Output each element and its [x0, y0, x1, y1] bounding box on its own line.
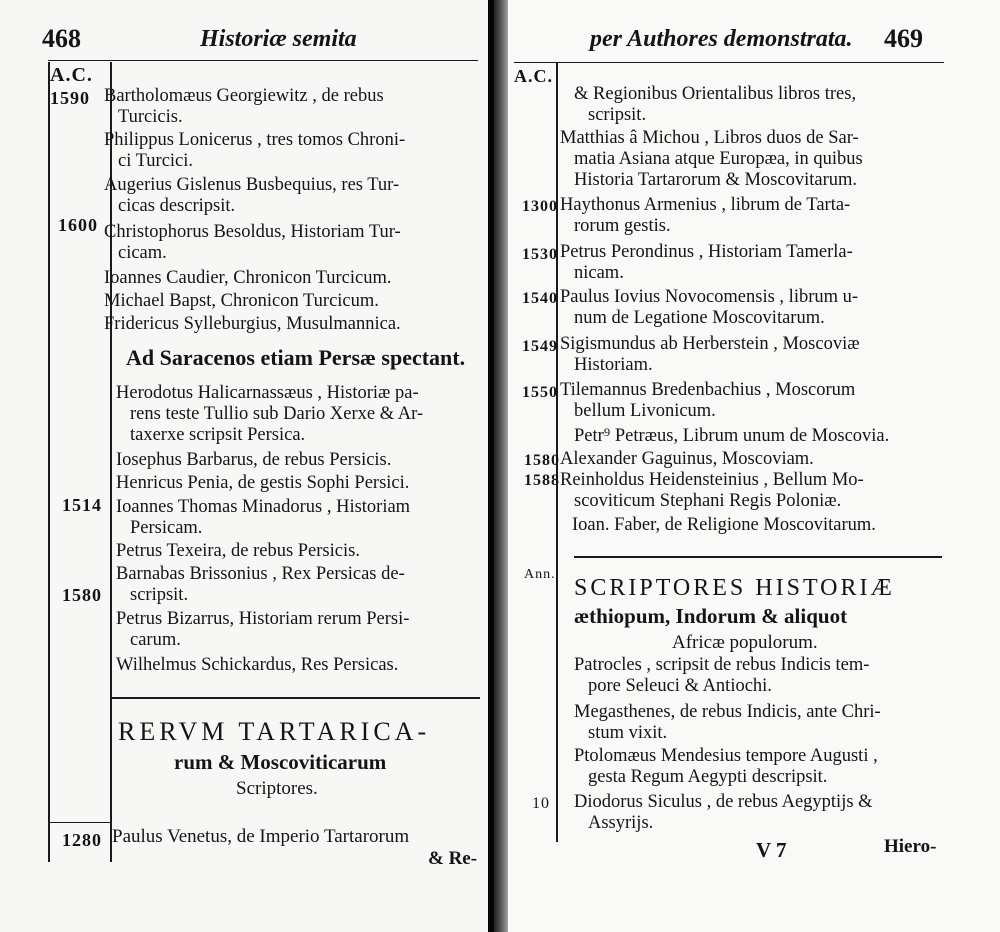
- list-item: Ioannes Thomas Minadorus , Historiam Persicam.: [116, 497, 411, 538]
- section-rule: [574, 556, 942, 558]
- year-1280: 1280: [62, 830, 102, 850]
- list-item: Barnabas Brissonius , Rex Persicas de- scripsit.: [116, 564, 405, 605]
- section-rule: [112, 697, 480, 699]
- right-page: [508, 0, 1000, 932]
- list-item: Wilhelmus Schickardus, Res Persicas.: [116, 655, 399, 675]
- running-header: per Authores demonstrata.: [590, 26, 853, 52]
- list-item: Reinholdus Heidensteinius , Bellum Mo- scoviticum Stephani Regis Poloniæ.: [560, 470, 864, 511]
- running-header: Historiæ semita: [200, 26, 357, 52]
- section-heading-line-3: Scriptores.: [236, 778, 318, 799]
- list-item: Matthias â Michou , Libros duos de Sar- matia Asiana atque Europæa, in quibus Historia Tartarorum & Moscovitarum.: [560, 128, 863, 190]
- page-number: 469: [884, 24, 923, 53]
- catchword: Hiero-: [884, 836, 937, 857]
- list-item: Ioan. Faber, de Religione Moscovitarum.: [572, 515, 876, 535]
- list-item: Philippus Lonicerus , tres tomos Chroni- ci Turcici.: [104, 130, 406, 171]
- list-item: Christophorus Besoldus, Historiam Tur- cicam.: [104, 222, 401, 263]
- year-1590: 1590: [50, 88, 90, 108]
- year-10: 10: [532, 795, 550, 812]
- list-item: Augerius Gislenus Busbequius, res Tur- cicas descripsit.: [104, 175, 400, 216]
- list-item: Petrus Texeira, de rebus Persicis.: [116, 541, 360, 561]
- list-item: Patrocles , scripsit de rebus Indicis tem- pore Seleuci & Antiochi.: [574, 655, 870, 696]
- margin-label: A.C.: [50, 64, 93, 86]
- section-heading-line-3: Africæ populorum.: [672, 632, 818, 653]
- list-item: Ptolomæus Mendesius tempore Augusti , gesta Regum Aegypti descripsit.: [574, 746, 878, 787]
- list-item: Herodotus Halicarnassæus , Historiæ pa- rens teste Tullio sub Dario Xerxe & Ar- taxerxe scripsit Persica.: [116, 383, 424, 445]
- year-1580: 1580: [524, 452, 560, 469]
- catchword: & Re-: [428, 848, 478, 869]
- list-item: Fridericus Sylleburgius, Musulmannica.: [104, 314, 401, 334]
- outer-margin-rule: [48, 62, 50, 862]
- year-1588: 1588: [524, 472, 560, 489]
- year-1600: 1600: [58, 215, 98, 235]
- list-item: Bartholomæus Georgiewitz , de rebus Turcicis.: [104, 86, 384, 127]
- left-page: [0, 0, 492, 932]
- signature-mark: V 7: [756, 838, 787, 862]
- year-1530: 1530: [522, 246, 558, 263]
- list-item: Diodorus Siculus , de rebus Aegyptijs & Assyrijs.: [574, 792, 873, 833]
- list-item: Michael Bapst, Chronicon Turcicum.: [104, 291, 379, 311]
- list-item: Paulus Iovius Novocomensis , librum u- num de Legatione Moscovitarum.: [560, 287, 859, 328]
- list-item: Haythonus Armenius , librum de Tarta- rorum gestis.: [560, 195, 851, 236]
- margin-label-ann: Ann.: [524, 567, 556, 582]
- year-1540: 1540: [522, 290, 558, 307]
- year-1580: 1580: [62, 585, 102, 605]
- list-item: Petrus Perondinus , Historiam Tamerla- nicam.: [560, 242, 853, 283]
- list-item: Iosephus Barbarus, de rebus Persicis.: [116, 450, 392, 470]
- year-1550: 1550: [522, 384, 558, 401]
- header-rule: [48, 60, 478, 61]
- section-subheading: Ad Saracenos etiam Persæ spectant.: [126, 345, 466, 370]
- list-item: & Regionibus Orientalibus libros tres, scripsit.: [574, 84, 857, 125]
- section-heading-line-2: rum & Moscoviticarum: [174, 750, 387, 774]
- list-item: Petrus Bizarrus, Historiam rerum Persi- carum.: [116, 609, 410, 650]
- year-1300: 1300: [522, 198, 558, 215]
- section-heading: RERVM TARTARICA-: [118, 717, 431, 746]
- list-item: Henricus Penia, de gestis Sophi Persici.: [116, 473, 410, 493]
- section-heading: SCRIPTORES HISTORIÆ: [574, 575, 895, 601]
- header-rule: [514, 62, 944, 63]
- list-item: Ioannes Caudier, Chronicon Turcicum.: [104, 268, 392, 288]
- list-item: Megasthenes, de rebus Indicis, ante Chri- stum vixit.: [574, 702, 881, 743]
- list-item: Sigismundus ab Herberstein , Moscoviæ Historiam.: [560, 334, 860, 375]
- list-item: Paulus Venetus, de Imperio Tartarorum: [112, 826, 410, 847]
- year-1514: 1514: [62, 495, 102, 515]
- section-heading-line-2: æthiopum, Indorum & aliquot: [574, 604, 848, 628]
- year-rule: [48, 822, 112, 823]
- margin-label: A.C.: [514, 66, 553, 86]
- list-item: Tilemannus Bredenbachius , Moscorum bellum Livonicum.: [560, 380, 856, 421]
- list-item: Petr⁹ Petræus, Librum unum de Moscovia.: [574, 426, 890, 446]
- list-item: Alexander Gaguinus, Moscoviam.: [560, 449, 814, 469]
- year-1549: 1549: [522, 338, 558, 355]
- page-number: 468: [42, 24, 81, 53]
